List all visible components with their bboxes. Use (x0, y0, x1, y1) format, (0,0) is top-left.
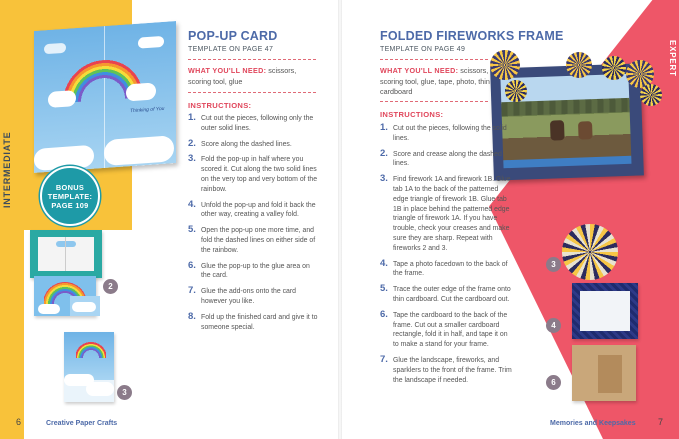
step-callout-2: 2 (103, 279, 118, 294)
step-number: 7. (380, 353, 388, 365)
firework-rosette (602, 56, 626, 80)
step-number: 3. (380, 173, 388, 185)
instruction-step (188, 259, 320, 282)
instruction-step (380, 147, 512, 170)
page-title: POP-UP CARD (188, 29, 278, 43)
step-number: 4. (188, 198, 196, 210)
instruction-step (188, 310, 320, 333)
book-section-title: Creative Paper Crafts (46, 420, 118, 427)
step-number: 3. (188, 153, 196, 165)
step-number: 4. (380, 257, 388, 269)
step-callout-4: 4 (546, 318, 561, 333)
needs-items: scissors, scoring tool, glue, tape, photo, thin cardboard (380, 66, 490, 96)
instruction-step (188, 198, 320, 221)
step-text: Glue the pop-up to the glue area on the card. (201, 262, 310, 280)
level-label-expert: EXPERT (668, 39, 677, 77)
step-text: Fold the pop-up in half where you scored it. Cut along the two solid lines on the very top and very bottom of the rainbow. (201, 156, 318, 193)
template-reference: TEMPLATE ON PAGE 49 (380, 46, 466, 53)
card-template-photo (30, 230, 102, 278)
bonus-template-badge (40, 166, 100, 226)
instruction-step (188, 287, 320, 307)
right-page (340, 0, 679, 439)
divider (188, 92, 316, 93)
instruction-step (380, 285, 512, 305)
materials-needed (380, 66, 492, 98)
materials-needed (188, 66, 318, 87)
page-title: FOLDED FIREWORKS FRAME (380, 29, 564, 43)
firework-rosette (640, 84, 662, 106)
card-message: Thinking of You (130, 105, 165, 115)
instruction-step (380, 257, 512, 280)
step-text: Cut out the pieces, following the solid lines. (393, 125, 507, 142)
page-number: 7 (658, 417, 664, 427)
instruction-list (188, 114, 320, 338)
needs-label: WHAT YOU'LL NEED: (188, 66, 267, 75)
step-text: Tape a photo facedown to the back of the frame. (393, 260, 508, 278)
book-section-title: Memories and Keepsakes (550, 420, 636, 427)
step-text: Fold up the finished card and give it to someone special. (201, 313, 318, 331)
instructions-heading: INSTRUCTIONS: (380, 110, 444, 119)
popup-card-photo (34, 21, 176, 173)
needs-label: WHAT YOU'LL NEED: (380, 66, 459, 75)
page-number: 6 (16, 417, 22, 427)
step-text: Find firework 1A and firework 1B. Glue tab 1A to the back of the patterned edge triangle of firework 1B. Glue tab 1B in place behind the patterned edge triangle of firework 1A. If you have trouble, check your creases and make sure they are sharp. Repeat with fireworks 2 and 3. (393, 176, 511, 252)
step-number: 5. (188, 224, 196, 236)
needs-items: scissors, scoring tool, glue (188, 66, 297, 86)
divider (380, 101, 488, 102)
step-number: 6. (188, 259, 196, 271)
badge-line-2: TEMPLATE: (47, 191, 93, 201)
step-callout-3: 3 (546, 257, 561, 272)
step-number: 2. (188, 137, 196, 149)
step-callout-6: 6 (546, 375, 561, 390)
folded-card-photo (64, 332, 114, 402)
assembled-firework-photo (562, 224, 618, 280)
firework-rosette (490, 50, 520, 80)
instruction-step (188, 226, 320, 255)
instruction-step (188, 155, 320, 194)
instruction-step (188, 114, 320, 134)
instruction-list (380, 124, 512, 391)
badge-line-3: PAGE 109 (51, 200, 89, 210)
instruction-step (380, 175, 512, 253)
blank-frame-photo (572, 283, 638, 339)
step-text: Trace the outer edge of the frame onto thin cardboard. Cut the cardboard out. (393, 286, 511, 303)
step-number: 1. (188, 112, 196, 123)
step-number: 7. (188, 285, 196, 297)
cloud-strip-photo (70, 296, 100, 316)
instruction-step (380, 308, 512, 350)
firework-rosette (505, 80, 527, 102)
badge-line-1: BONUS (55, 182, 85, 192)
step-number: 2. (380, 147, 388, 159)
instruction-step (380, 124, 512, 144)
step-text: Unfold the pop-up and fold it back the other way, creating a valley fold. (201, 201, 316, 219)
step-number: 1. (380, 122, 388, 133)
step-number: 5. (380, 283, 388, 295)
level-label-intermediate: INTERMEDIATE (2, 131, 12, 209)
step-text: Open the pop-up one more time, and fold the dashed lines on either side of the rainbow. (201, 227, 316, 254)
cardboard-back-photo (572, 345, 636, 401)
instructions-heading: INSTRUCTIONS: (188, 101, 252, 110)
step-text: Cut out the pieces, following only the outer solid lines. (201, 115, 314, 132)
template-reference: TEMPLATE ON PAGE 47 (188, 46, 274, 53)
step-text: Glue the add-ons onto the card however you like. (201, 288, 297, 305)
divider (188, 59, 316, 60)
divider (380, 59, 488, 60)
instruction-step (380, 353, 512, 385)
step-text: Tape the cardboard to the back of the frame. Cut out a smaller cardboard rectangle, fold it in half, and tape it on to make a stand for your frame. (393, 311, 508, 349)
step-number: 8. (188, 310, 196, 322)
step-number: 6. (380, 308, 388, 320)
step-callout-3: 3 (117, 385, 132, 400)
step-text: Score along the dashed lines. (201, 140, 292, 148)
instruction-step (188, 137, 320, 150)
step-text: Glue the landscape, fireworks, and sparklers to the front of the frame. Trim the landscape if needed. (393, 356, 512, 384)
firework-rosette (566, 52, 592, 78)
step-text: Score and crease along the dashed lines. (393, 150, 502, 168)
